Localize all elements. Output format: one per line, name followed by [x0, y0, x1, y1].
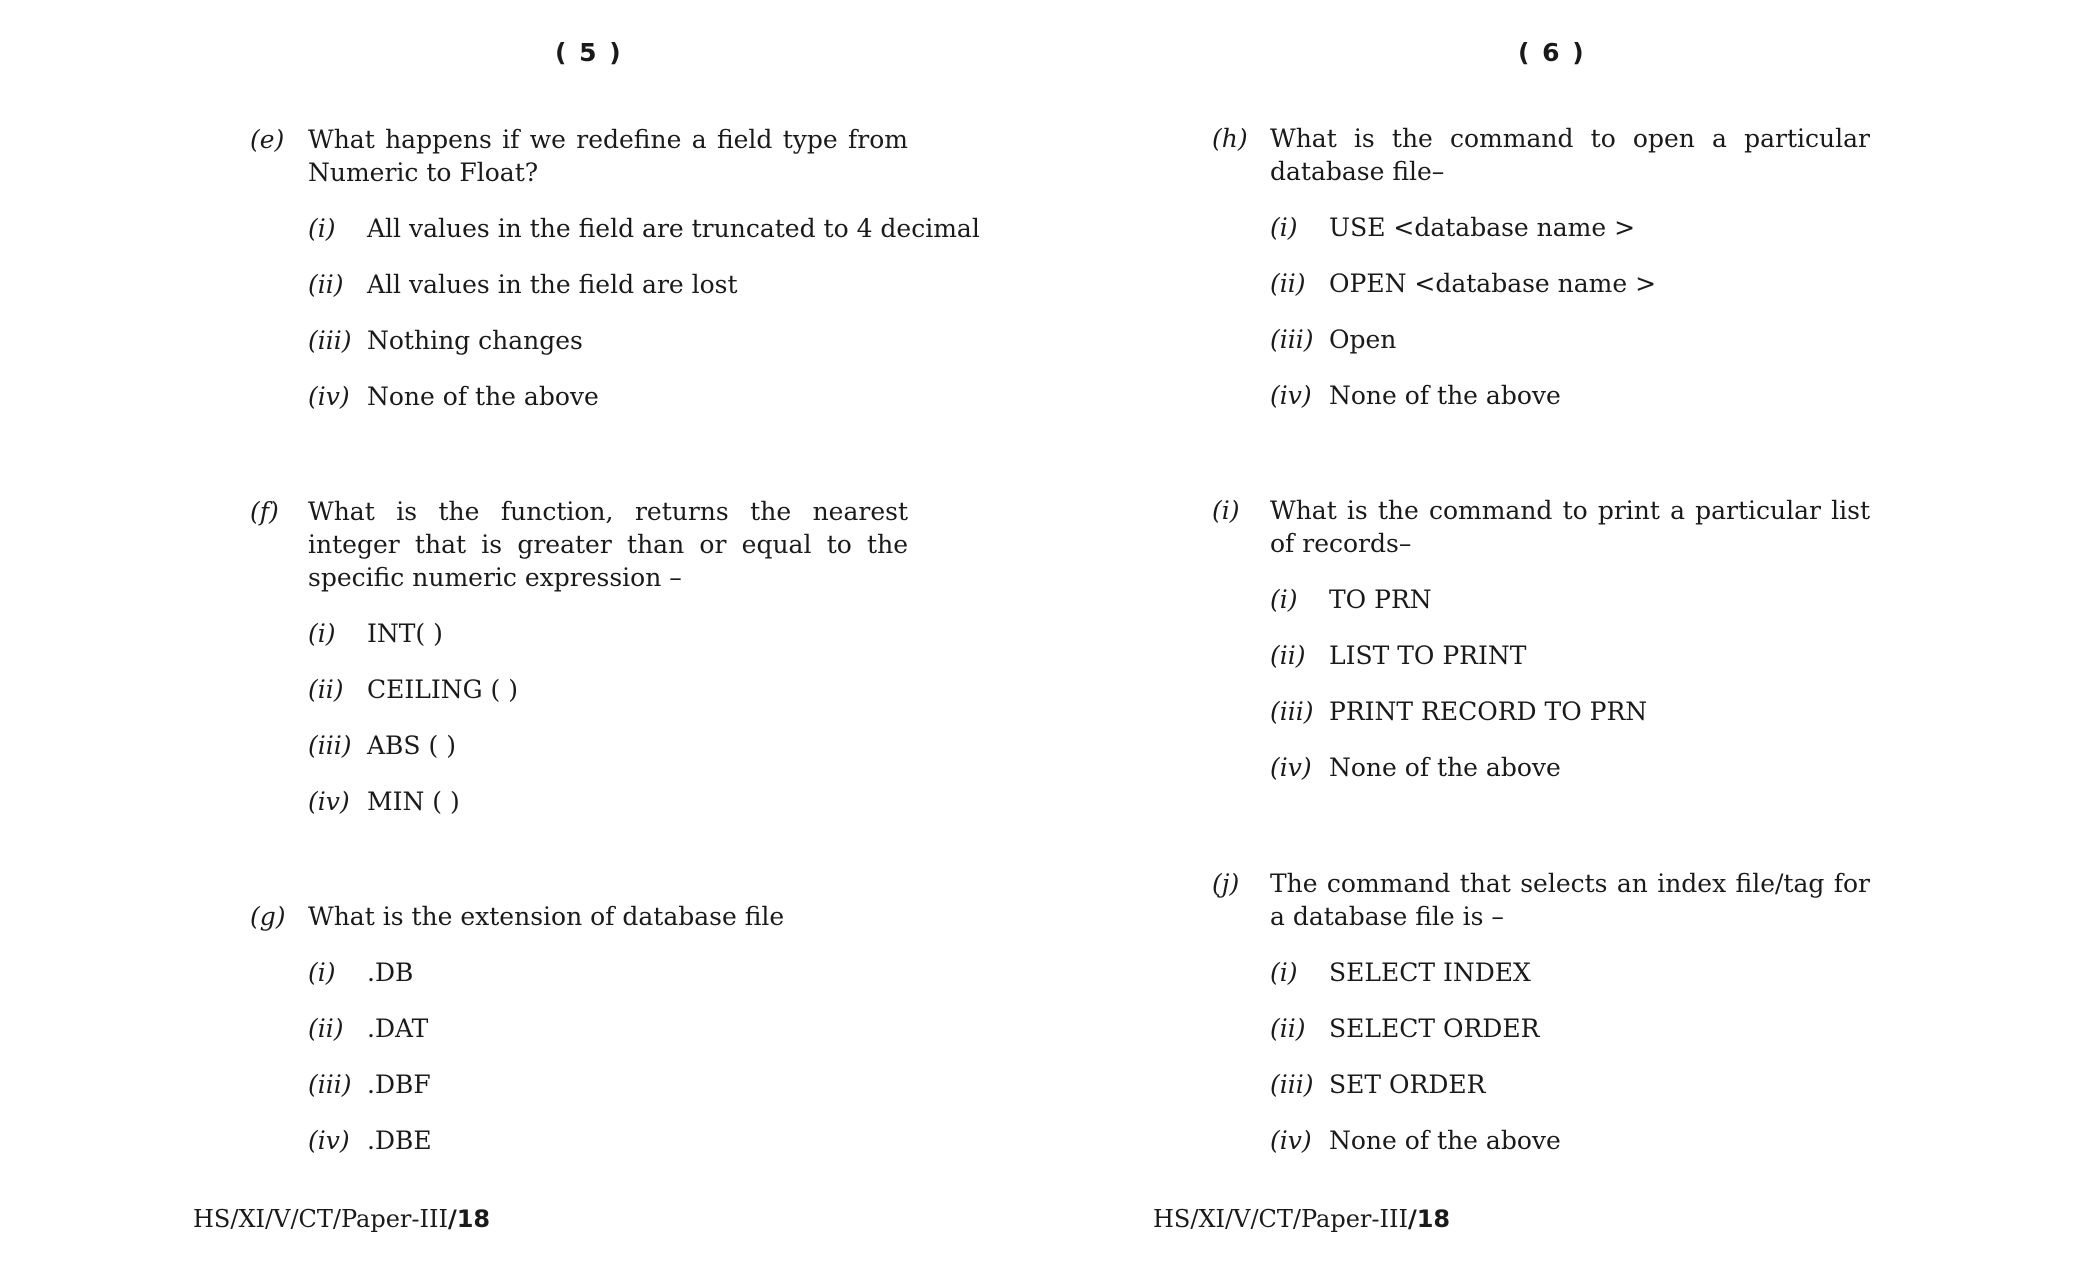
option: [308, 324, 908, 357]
option-number: (ii): [1270, 1014, 1306, 1043]
option-number: (iv): [1270, 381, 1312, 410]
option: [308, 956, 908, 989]
option: [1270, 1124, 1870, 1157]
question-h: [1212, 122, 1870, 435]
option: [308, 673, 908, 706]
option: [1270, 695, 1870, 728]
question-label: (i): [1212, 496, 1240, 525]
option-list: [1270, 583, 1870, 784]
option: [308, 1068, 908, 1101]
question-text: What is the function, returns the nearest integer that is greater than or equal to the specific numeric expression –: [308, 497, 908, 592]
paper-code: HS/XI/V/CT/Paper-III: [1153, 1205, 1408, 1233]
option-text: All values in the field are lost: [367, 270, 738, 299]
option-text: LIST TO PRINT: [1329, 641, 1527, 670]
option-list: [1270, 211, 1870, 412]
paper-code-footer: [193, 1205, 490, 1233]
paper-code-suffix: /18: [1407, 1205, 1451, 1233]
option: [308, 212, 980, 245]
option: [1270, 211, 1870, 244]
option-number: (iii): [1270, 697, 1314, 726]
option-number: (ii): [1270, 641, 1306, 670]
option-text: None of the above: [1329, 381, 1561, 410]
option: [308, 1124, 908, 1157]
option-number: (i): [308, 619, 336, 648]
option: [308, 617, 908, 650]
option: [1270, 751, 1870, 784]
option-number: (ii): [1270, 269, 1306, 298]
option-number: (i): [308, 958, 336, 987]
option-text: SELECT ORDER: [1329, 1014, 1540, 1043]
option-number: (iv): [1270, 753, 1312, 782]
option: [1270, 323, 1870, 356]
option-number: (i): [1270, 585, 1298, 614]
option: [1270, 379, 1870, 412]
option-number: (ii): [308, 1014, 344, 1043]
option-text: ABS ( ): [367, 731, 456, 760]
option-text: TO PRN: [1329, 585, 1432, 614]
option: [1270, 639, 1870, 672]
option-number: (ii): [308, 675, 344, 704]
option-number: (iv): [308, 787, 350, 816]
question-label: (f): [250, 497, 279, 526]
option-text: MIN ( ): [367, 787, 460, 816]
question-text: What happens if we redefine a field type from Numeric to Float?: [308, 125, 908, 187]
question-j: [1212, 867, 1870, 1180]
question-text: What is the command to open a particular database file–: [1270, 124, 1870, 186]
option-text: .DB: [367, 958, 414, 987]
option-text: .DBF: [367, 1070, 431, 1099]
option-number: (i): [1270, 958, 1298, 987]
question-label: (h): [1212, 124, 1248, 153]
option: [1270, 583, 1870, 616]
question-text: What is the extension of database file: [308, 902, 785, 931]
option-number: (iii): [308, 326, 352, 355]
option: [308, 785, 908, 818]
option-text: .DBE: [367, 1126, 432, 1155]
paper-code-footer: [1153, 1205, 1450, 1233]
option: [1270, 267, 1870, 300]
option-number: (iii): [1270, 325, 1314, 354]
question-i: [1212, 494, 1870, 807]
option-text: SET ORDER: [1329, 1070, 1486, 1099]
option-text: USE <database name >: [1329, 213, 1636, 242]
question-label: (e): [250, 125, 285, 154]
option-text: .DAT: [367, 1014, 429, 1043]
option-number: (iv): [308, 382, 350, 411]
option-list: [308, 617, 908, 818]
option: [308, 729, 908, 762]
question-g: [250, 900, 908, 1180]
option-text: SELECT INDEX: [1329, 958, 1531, 987]
option: [1270, 956, 1870, 989]
option-text: OPEN <database name >: [1329, 269, 1657, 298]
question-text: The command that selects an index file/tag for a database file is –: [1270, 869, 1870, 931]
option-number: (i): [1270, 213, 1298, 242]
option-text: None of the above: [367, 382, 599, 411]
paper-code: HS/XI/V/CT/Paper-III: [193, 1205, 448, 1233]
option: [308, 380, 908, 413]
option-list: [1270, 956, 1870, 1157]
option: [308, 1012, 908, 1045]
page-number: ( 6 ): [1518, 38, 1586, 67]
option-number: (iv): [308, 1126, 350, 1155]
option-number: (iv): [1270, 1126, 1312, 1155]
option-text: Open: [1329, 325, 1397, 354]
option-text: Nothing changes: [367, 326, 583, 355]
option-text: INT( ): [367, 619, 443, 648]
option-list: [308, 212, 980, 413]
option-number: (ii): [308, 270, 344, 299]
option-number: (iii): [308, 1070, 352, 1099]
option: [1270, 1068, 1870, 1101]
option-list: [308, 956, 908, 1157]
option-text: PRINT RECORD TO PRN: [1329, 697, 1648, 726]
option-text: None of the above: [1329, 753, 1561, 782]
option-number: (iii): [1270, 1070, 1314, 1099]
option-text: None of the above: [1329, 1126, 1561, 1155]
option: [1270, 1012, 1870, 1045]
option-number: (i): [308, 214, 336, 243]
option-text: All values in the field are truncated to 4 decimal: [367, 214, 980, 243]
paper-code-suffix: /18: [447, 1205, 491, 1233]
question-label: (g): [250, 902, 286, 931]
option-text: CEILING ( ): [367, 675, 518, 704]
question-f: [250, 495, 908, 841]
option: [308, 268, 908, 301]
question-label: (j): [1212, 869, 1240, 898]
option-number: (iii): [308, 731, 352, 760]
question-text: What is the command to print a particular list of records–: [1270, 496, 1870, 558]
question-e: [250, 123, 980, 436]
page-number: ( 5 ): [555, 38, 623, 67]
